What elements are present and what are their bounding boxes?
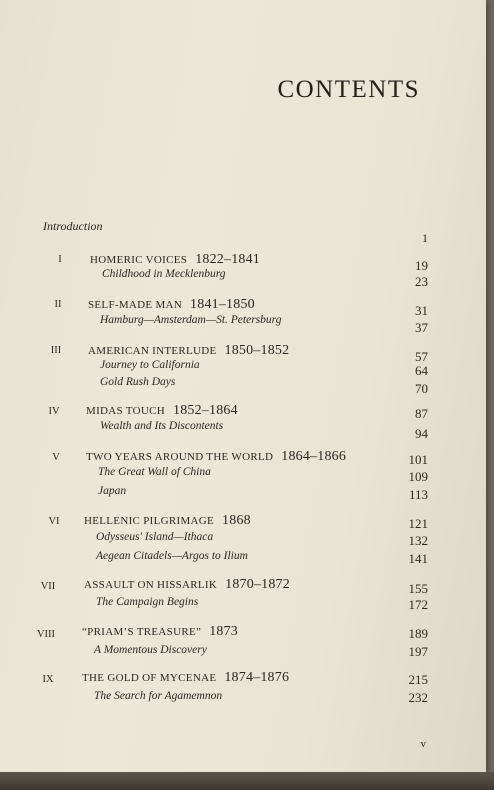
section-title: Journey to California	[100, 359, 200, 371]
chapter-page-number: 155	[408, 581, 428, 596]
chapter-title: THE GOLD OF MYCENAE	[82, 672, 217, 684]
chapter-page-number: 189	[408, 626, 428, 641]
section-title: Hamburg—Amsterdam—St. Petersburg	[100, 314, 282, 326]
chapter-title-line	[88, 343, 289, 359]
chapter-dates: 1870–1872	[225, 577, 290, 592]
section-title: Aegean Citadels—Argos to Ilium	[96, 550, 248, 562]
section-title: Gold Rush Days	[100, 376, 176, 388]
chapter-numeral: III	[50, 345, 62, 356]
chapter-title: SELF-MADE MAN	[88, 299, 183, 311]
chapter-numeral: V	[52, 452, 60, 463]
chapter-title-line	[88, 297, 255, 313]
chapter-dates: 1864–1866	[281, 449, 347, 464]
chapter-dates: 1873	[209, 624, 238, 639]
chapter-title: AMERICAN INTERLUDE	[88, 345, 217, 357]
chapter-page-number: 101	[408, 452, 428, 467]
introduction-label: Introduction	[43, 219, 103, 233]
chapter-dates: 1841–1850	[190, 297, 255, 312]
chapter-numeral: IV	[48, 406, 60, 417]
section-page-number: 109	[408, 469, 428, 484]
chapter-dates: 1852–1864	[173, 403, 238, 418]
chapter-numeral: VII	[40, 581, 56, 592]
chapter-title-line	[84, 513, 251, 529]
chapter-page-number: 215	[408, 672, 428, 687]
chapter-dates: 1874–1876	[224, 670, 290, 685]
page-folio: v	[420, 738, 426, 750]
page-title: CONTENTS	[277, 76, 420, 103]
section-title: The Search for Agamemnon	[94, 690, 223, 702]
chapter-title: HOMERIC VOICES	[90, 254, 188, 266]
chapter-title-line	[82, 624, 238, 640]
chapter-page-number: 19	[415, 258, 428, 273]
chapter-title-line	[90, 252, 260, 268]
section-title: The Campaign Begins	[96, 596, 199, 608]
section-title: The Great Wall of China	[98, 466, 211, 478]
section-page-number: 232	[408, 690, 428, 705]
section-title: A Momentous Discovery	[94, 644, 207, 656]
chapter-page-number: 57	[415, 349, 428, 364]
chapter-dates: 1850–1852	[224, 343, 290, 358]
chapter-title: ASSAULT ON HISSARLIK	[84, 579, 218, 591]
section-title: Japan	[98, 485, 127, 497]
chapter-title-line	[86, 403, 238, 419]
section-page-number: 37	[415, 320, 428, 335]
chapter-title-line	[84, 577, 290, 593]
section-title: Odysseus' Island—Ithaca	[96, 531, 214, 543]
section-title: Wealth and Its Discontents	[100, 420, 224, 432]
chapter-title-line	[86, 449, 346, 465]
section-page-number: 132	[408, 533, 428, 548]
chapter-title: MIDAS TOUCH	[86, 405, 165, 417]
chapter-page-number: 121	[408, 516, 428, 531]
chapter-page-number: 87	[415, 406, 428, 421]
section-page-number: 113	[408, 487, 428, 502]
chapter-title: HELLENIC PILGRIMAGE	[84, 515, 215, 527]
chapter-dates: 1822–1841	[195, 252, 261, 267]
chapter-title: “PRIAM’S TREASURE”	[82, 626, 202, 638]
section-page-number: 94	[415, 426, 428, 441]
introduction-page-number: 1	[422, 231, 428, 245]
section-page-number: 197	[408, 644, 428, 659]
chapter-title-line	[82, 670, 289, 686]
section-page-number: 64	[415, 363, 428, 378]
chapter-numeral: I	[58, 254, 62, 265]
section-page-number: 172	[408, 597, 428, 612]
chapter-title: TWO YEARS AROUND THE WORLD	[86, 451, 274, 463]
chapter-numeral: II	[54, 299, 62, 310]
section-page-number: 70	[415, 381, 428, 396]
book-edge-shadow	[0, 772, 494, 790]
chapter-numeral: VI	[48, 516, 60, 527]
chapter-page-number: 31	[415, 303, 428, 318]
section-page-number: 141	[408, 551, 428, 566]
chapter-numeral: IX	[42, 674, 54, 685]
section-page-number: 23	[415, 274, 428, 289]
chapter-dates: 1868	[222, 513, 251, 528]
section-title: Childhood in Mecklenburg	[102, 268, 226, 280]
chapter-numeral: VIII	[36, 629, 56, 640]
